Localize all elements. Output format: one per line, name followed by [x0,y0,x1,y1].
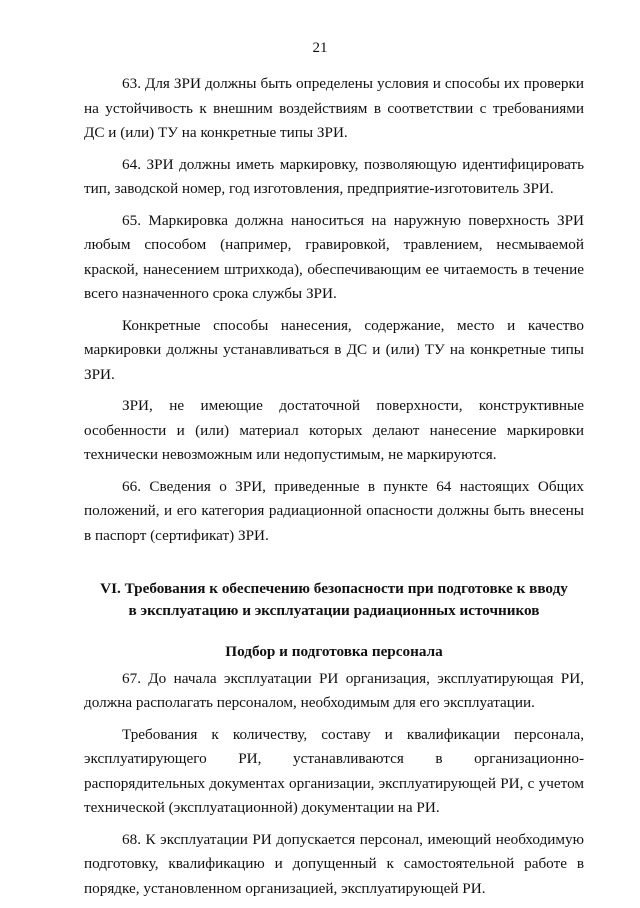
section-heading-line-1: VI. Требования к обеспечению безопасности при подготовке к вводу [100,580,568,597]
paragraph-64: 64. ЗРИ должны иметь маркировку, позволяющую идентифицировать тип, заводской номер, год изготовления, предприятие-изготовитель ЗРИ. [84,155,584,197]
paragraph-66: 66. Сведения о ЗРИ, приведенные в пункте 64 настоящих Общих положений, и его категория радиационной опасности должны быть внесены в паспорт (сертификат) ЗРИ. [84,477,584,544]
section-heading-line-2: в эксплуатацию и эксплуатации радиационных источников [128,602,540,619]
document-body [84,72,584,908]
section-heading [84,578,584,622]
subsection-heading: Подбор и подготовка персонала [225,643,443,660]
paragraph-65: 65. Маркировка должна наноситься на наружную поверхность ЗРИ любым способом (например, гравировкой, травлением, несмываемой краской, нанесением штрихкода), обеспечивающим ее читаемость в течение всего назначенного срока службы ЗРИ. [84,211,584,302]
page-number: 21 [312,40,328,56]
paragraph-67: 67. До начала эксплуатации РИ организация, эксплуатирующая РИ, должна располагать персоналом, необходимым для его эксплуатации. [84,669,584,711]
paragraph-65-marking-methods: Конкретные способы нанесения, содержание, место и качество маркировки должны устанавливаться в ДС и (или) ТУ на конкретные типы ЗРИ. [84,316,584,383]
paragraph-63: 63. Для ЗРИ должны быть определены условия и способы их проверки на устойчивость к внешним воздействиям в соответствии с требованиями ДС и (или) ТУ на конкретные типы ЗРИ. [84,75,584,141]
paragraph-67-requirements: Требования к количеству, составу и квалификации персонала, эксплуатирующего РИ, устанавливаются в организационно-распорядительных документах организации, эксплуатирующей РИ, с учетом технической (эксплуатационной) документации на РИ. [84,725,584,816]
paragraph-68: 68. К эксплуатации РИ допускается персонал, имеющий необходимую подготовку, квалификацию и допущенный к самостоятельной работе в порядке, установленном организацией, эксплуатирующей РИ. [84,830,584,897]
paragraph-65-unmarked: ЗРИ, не имеющие достаточной поверхности, конструктивные особенности и (или) материал которых делают нанесение маркировки технически невозможным или недопустимым, не маркируются. [84,397,584,463]
